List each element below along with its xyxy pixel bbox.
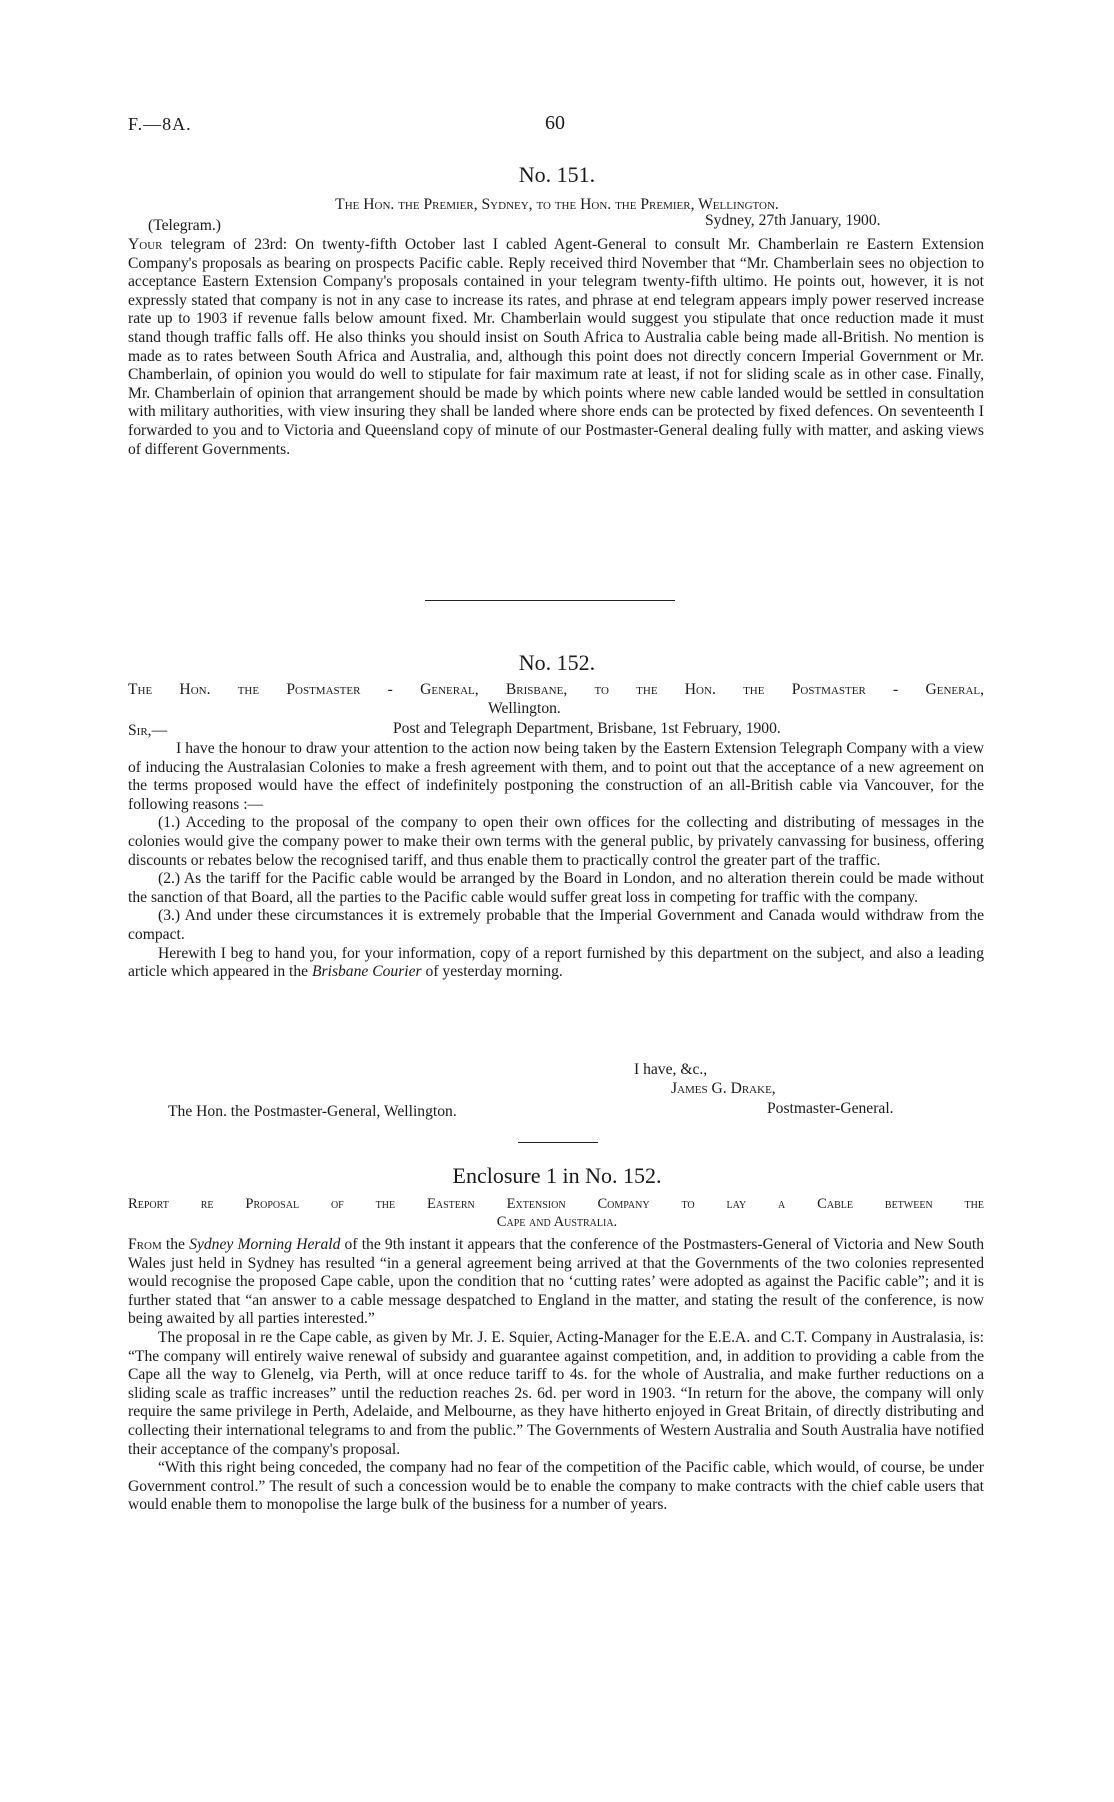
short-divider xyxy=(518,1142,598,1143)
enclosure-p1-open: From xyxy=(128,1236,162,1253)
no152-para2-b: of yesterday morning. xyxy=(425,963,563,981)
enclosure-title-a: Report re Proposal of the Eastern Extension Company to lay a Cable between the xyxy=(128,1196,984,1212)
no151-opening: Your xyxy=(128,236,163,253)
no152-place-date: Post and Telegraph Department, Brisbane, 1st February, 1900. xyxy=(393,720,781,737)
heading-no151: No. 151. xyxy=(518,162,596,187)
enclosure-p3: “With this right being conceded, the company had no fear of the competition of the Pacific cable, which would, of course, be under Government control.” The result of such a concession would be to enable the company to make contracts with the chief cable users that would enable them to monopolise the large bulk of the business for a number of years. xyxy=(128,1459,984,1514)
no151-place-date: Sydney, 27th January, 1900. xyxy=(705,212,881,229)
enclosure-title-b: Cape and Australia. xyxy=(496,1214,618,1230)
section-divider xyxy=(425,600,675,601)
no152-addressee: The Hon. the Postmaster-General, Wellington. xyxy=(168,1103,457,1120)
page-number: 60 xyxy=(545,112,565,134)
no152-body xyxy=(128,740,984,982)
no152-para2-a: Herewith I beg to hand you, for your information, copy of a report furnished by this department on the subject, and also a leading article which appeared in the xyxy=(128,944,984,981)
enclosure-p1-a: the xyxy=(165,1236,185,1253)
heading-no152: No. 152. xyxy=(518,650,596,675)
no151-type: (Telegram.) xyxy=(148,217,221,234)
no151-from-to xyxy=(0,196,1114,215)
no152-salutation: Sir,— xyxy=(128,722,168,739)
no151-body-text: telegram of 23rd: On twenty-fifth October last I cabled Agent-General to consult Mr. Chamberlain re Eastern Extension Company's proposals as bearing on prospects Pacific cable. Reply received third November that “Mr. Chamberlain sees no objection to acceptance Eastern Extension Company's proposals contained in your telegram twenty-fifth ultimo. He points out, however, it is not expressly stated that company is not in any case to increase its rates, and phrase at end telegram appears imply power reserved increase rate up to 1903 if revenue falls below amount fixed. Mr. Chamberlain would suggest you stipulate that once reduction made it must stand though traffic falls off. He also thinks you should insist on South Africa to Australia cable being made all-British. No mention is made as to rates between South Africa and Australia, and, although this point does not directly concern Imperial Government or Mr. Chamberlain, of opinion you would do well to stipulate for fair maximum rate at least, if not for sliding scale as in other case. Finally, Mr. Chamberlain of opinion that arrangement should be made by which points where new cable landed would be settled in consultation with military authorities, with view insuring they shall be landed where shore ends can be protected by fixed defences. On seventeenth I forwarded to you and to Victoria and Queensland copy of minute of our Postmaster-General dealing fully with matter, and asking views of different Governments. xyxy=(128,236,984,458)
no152-signature: James G. Drake, xyxy=(671,1080,776,1097)
no152-newspaper: Brisbane Courier xyxy=(312,963,422,981)
enclosure-body xyxy=(128,1236,984,1515)
no152-para1: I have the honour to draw your attention to the action now being taken by the Eastern Extension Telegraph Company with a view of inducing the Australasian Colonies to make a fresh agreement with them, and to point out that the acceptance of a new agreement on the terms proposed would have the effect of indefinitely postponing the construction of an all-British cable via Vancouver, for the following reasons :— xyxy=(128,740,984,813)
no152-closing: I have, &c., xyxy=(634,1061,708,1078)
no152-para2 xyxy=(128,945,984,982)
enclosure-title xyxy=(128,1195,984,1214)
series-label: F.—8A. xyxy=(128,114,192,134)
no152-from-to-b: Wellington. xyxy=(488,700,561,717)
heading-enclosure: Enclosure 1 in No. 152. xyxy=(452,1163,662,1188)
enclosure-p1-b: of the 9th instant it appears that the conference of the Postmasters-General of Victoria and New South Wales just held in Sydney has resulted “in a general agreement being arrived at that the Governments of the two colonies represented would recognise the proposed Cape cable, upon the condition that no ‘cutting rates’ were adopted as against the Pacific cable”; and it is further stated that “an answer to a cable message despatched to England in the matter, and stating the result of the conference, is now being awaited by all parties interested.” xyxy=(128,1236,985,1328)
no152-sig-title: Postmaster-General. xyxy=(767,1100,894,1117)
no152-reason3: (3.) And under these circumstances it is extremely probable that the Imperial Government and Canada would withdraw from the compact. xyxy=(128,907,984,943)
no152-from-to-text: The Hon. the Postmaster - General, Brisbane, to the Hon. the Postmaster - General, xyxy=(128,681,984,698)
no152-reason1: (1.) Acceding to the proposal of the company to open their own offices for the collecting and distributing of messages in the colonies would give the company power to make their own terms with the general public, by privately canvassing for business, offering discounts or rebates below the recognised tariff, and thus enable them to practically control the greater part of the traffic. xyxy=(128,814,984,869)
no152-from-to xyxy=(128,681,984,700)
enclosure-newspaper: Sydney Morning Herald xyxy=(189,1236,341,1253)
enclosure-p2: The proposal in re the Cape cable, as given by Mr. J. E. Squier, Acting-Manager for the E.E.A. and C.T. Company in Australasia, is: “The company will entirely waive renewal of subsidy and guarantee against competition, and, in addition to providing a cable from the Cape all the way to Glenelg, via Perth, will at once reduce tariff to 4s. for the whole of Australia, and make further reductions on a sliding scale as traffic increases” until the reduction reaches 2s. 6d. per word in 1903. “In return for the above, the company will only require the same privilege in Perth, Adelaide, and Melbourne, as they have hitherto enjoyed in Great Britain, of directly distributing and collecting their international telegrams to and from the public.” The Governments of Western Australia and South Australia have notified their acceptance of the company's proposal. xyxy=(128,1328,984,1458)
no152-reason2: (2.) As the tariff for the Pacific cable would be arranged by the Board in London, and no alteration therein could be made without the sanction of that Board, all the parties to the Pacific cable would suffer great loss in competing for traffic with the company. xyxy=(128,870,984,906)
no151-from-to-text: The Hon. the Premier, Sydney, to the Hon. the Premier, Wellington. xyxy=(335,196,779,213)
no151-body xyxy=(128,236,984,459)
